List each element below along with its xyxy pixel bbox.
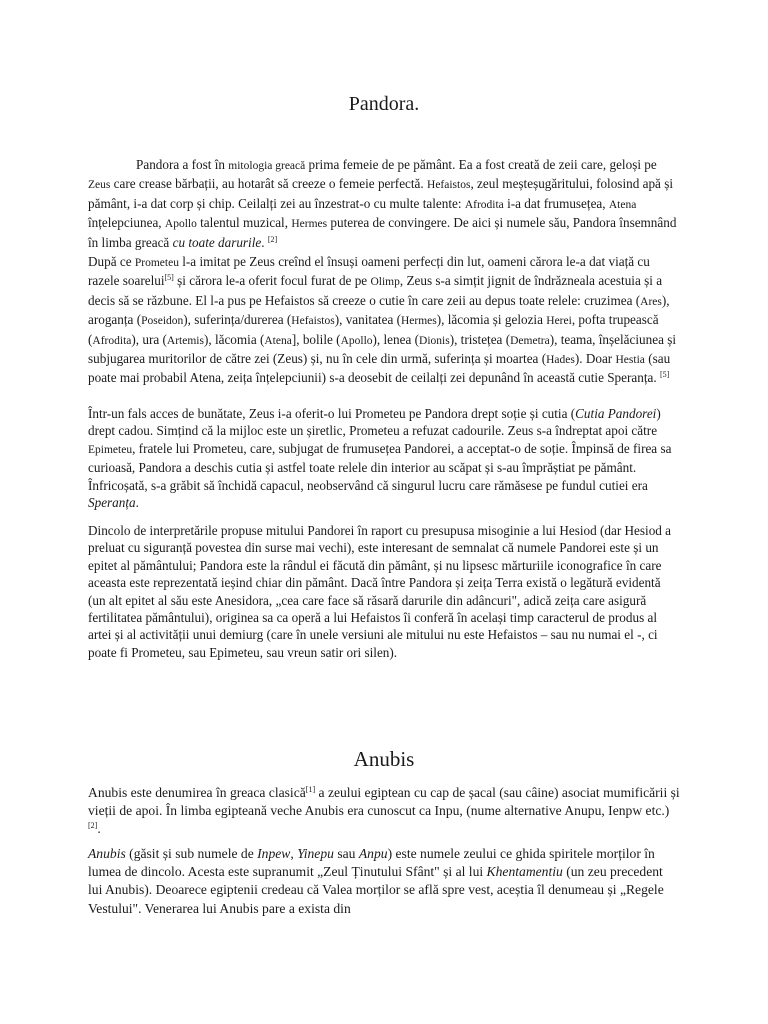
text-run: înțelepciunea,: [88, 215, 165, 231]
text-run: i-a dat frumusețea,: [503, 195, 609, 211]
text-run: ), suferința/durerea (: [183, 312, 292, 328]
text-run: Olimp: [370, 276, 400, 289]
text-run: Artemis: [166, 334, 204, 347]
text-run: Hermes: [401, 315, 437, 328]
text-run: puterea de convingere. De aici și numele său, Pandora însemnând în limba greacă: [88, 215, 677, 250]
text-run: sau: [333, 846, 359, 861]
text-run: Poseidon: [141, 315, 184, 328]
text-run: Anpu: [358, 846, 388, 861]
text-run: Epimeteu: [88, 443, 133, 456]
text-run: , fratele lui Prometeu, care, subjugat de frumusețea Pandorei, a acceptat-o de soție. Împinsă de firea sa curioasă, Pandora a deschis cutia și astfel toate relele din interior au scăpat și s-au împrăștiat pe pământ. Înfricoșată, s-a grăbit să închidă capacul, neobservând că singurul lucru care rămăsese pe fundul cutiei era: [88, 440, 672, 493]
text-run: Speranța: [88, 495, 136, 511]
text-run: Anubis: [88, 846, 126, 861]
text-run: Atena: [608, 198, 637, 211]
text-run: Afrodita: [464, 198, 504, 211]
text-run: Dincolo de interpretările propuse mitului Pandorei în raport cu presupusa misoginie a lui Hesiod (dar Hesiod a preluat cu siguranță povestea din surse mai vechi), este interesant de semnalat că numele Pandorei este și un epitet al pământului; Pandora este la rândul ei făcută din pământ, și nu lipsesc mărturiile iconografice în care aceasta este reprezentată ieșind chiar din pământ. Dacă între Pandora și zeița Terra există o legătură evidentă (un alt epitet al său este Anesidora, „cea care face să răsară darurile din adâncuri", adică zeița care asigură fertilitatea pământului), originea sa ca operă a lui Hefaistos îi conferă în același timp caracterul de produs al artei și al activității unui demiurg (care în unele versiuni ale mitului nu este Hefaistos – sau nu numai el -, ci poate fi Prometeu, sau Epimeteu, sau vreun satir ori silen).: [88, 523, 672, 660]
text-run: Hestia: [615, 354, 645, 367]
text-run: (un zeu precedent lui Anubis). Deoarece egiptenii credeau că Valea morților se află spre vest, aceștia îl denumeau și „Regele Vestului". Venerarea lui Anubis pare a exista din: [88, 864, 664, 916]
text-run: ), teama, înșelăciunea și subjugarea muritorilor de către zei (Zeus) și, nu în cele din urmă, suferința și moartea (: [88, 331, 677, 367]
pandora-paragraph-4: [88, 522, 680, 661]
text-run: ) este numele zeului ce ghida spiritele morților în lumea de dincolo. Acesta este supranumit „Zeul Ținutului Sfânt" și al lui: [88, 846, 655, 880]
text-run: .: [261, 234, 268, 250]
pandora-title: Pandora.: [348, 93, 420, 115]
text-run: Hefaistos: [427, 179, 471, 192]
text-run: Cutia Pandorei: [575, 406, 657, 421]
text-run: Herei: [546, 315, 572, 328]
pandora-paragraph-3: [88, 405, 680, 511]
text-run: (găsit și sub numele de: [125, 846, 258, 861]
text-run: ), vanitatea (: [334, 312, 401, 328]
text-run: După ce: [88, 254, 135, 269]
text-run: Khentamentiu: [486, 864, 563, 880]
text-run: .: [135, 495, 139, 511]
text-run: (sau poate mai probabil Atena, zeița înțelepciunii) s-a deosebit de ceilalți zei depunând în această cutie Speranța.: [88, 351, 671, 386]
text-run: ), lenea (: [372, 331, 420, 347]
footnote-ref: [5]: [164, 273, 174, 283]
text-run: Anubis este denumirea în greaca clasică: [88, 785, 306, 800]
text-run: ,: [290, 846, 298, 861]
text-run: Atena: [264, 334, 292, 347]
text-run: Demetra: [510, 334, 550, 347]
text-run: Ares: [640, 295, 662, 308]
text-run: talentul muzical,: [196, 215, 292, 231]
text-run: și cărora le-a oferit focul furat de pe: [173, 273, 371, 289]
footnote-ref: [1]: [305, 785, 316, 794]
text-run: .: [97, 821, 101, 837]
text-run: Pandora a fost în: [136, 157, 229, 172]
text-run: Hermes: [291, 218, 328, 231]
text-run: ), aroganța (: [88, 292, 670, 328]
text-run: , Zeus s-a simțit jignit de îndrăzneala acestuia și a decis să se răzbune. El l-a pus pe Hefaistos să creeze o cutie în care zeii au depus toate relele: cruzimea (: [88, 273, 663, 308]
text-run: Hades: [546, 354, 575, 367]
footnote-ref: [5]: [659, 370, 670, 380]
footnote-ref: [2]: [267, 234, 278, 244]
text-run: Dionis: [419, 334, 450, 347]
footnote-ref: [2]: [88, 821, 98, 831]
text-run: ). Doar: [574, 351, 616, 367]
text-run: ), ura (: [131, 331, 167, 347]
text-run: Inpew: [257, 846, 291, 861]
pandora-paragraph-1: [88, 156, 680, 251]
text-run: ) drept cadou. Simțind că la mijloc este un șiretlic, Prometeu a refuzat cadourile. Zeus s-a îndreptat apoi către: [88, 406, 661, 439]
anubis-paragraph-1: [88, 784, 680, 839]
text-run: ], bolile (: [291, 331, 341, 347]
text-run: care crease bărbații, au hotarât să creeze o femeie perfectă.: [110, 176, 428, 192]
text-run: Într-un fals acces de bunătate, Zeus i-a oferit-o lui Prometeu pe Pandora drept soție și cutia (: [88, 406, 576, 421]
text-run: l-a imitat pe Zeus creînd el însuși oameni perfecți din lut, oameni cărora le-a dat viață cu razele soarelui: [88, 254, 650, 289]
text-run: Apollo: [164, 218, 197, 231]
text-run: Yinepu: [297, 846, 334, 861]
text-run: prima femeie de pe pământ. Ea a fost creată de zeii care, geloși pe: [305, 157, 657, 172]
text-run: , zeul meșteșugăritului, folosind apă și pământ, i-a dat corp și chip. Ceilalți zei au înzestrat-o cu multe talente:: [88, 176, 673, 211]
anubis-paragraph-2: [88, 845, 680, 918]
text-run: Hefaistos: [291, 315, 335, 328]
text-run: a zeului egiptean cu cap de șacal (sau câine) asociat mumificării și vieții de apoi. În limba egipteană veche Anubis era cunoscut ca Inpu, (nume alternative Anupu, Ienpw etc.): [88, 785, 680, 819]
pandora-paragraph-2: [88, 253, 680, 387]
text-run: mitologia greacă: [228, 160, 306, 172]
text-run: Prometeu: [134, 257, 179, 269]
text-run: , pofta trupească (: [88, 312, 659, 347]
text-run: Apollo: [340, 334, 373, 347]
text-run: ), tristețea (: [449, 331, 511, 347]
text-run: cu toate darurile: [172, 234, 262, 250]
text-run: ), lăcomia și gelozia: [436, 312, 547, 328]
text-run: Zeus: [88, 179, 111, 192]
anubis-title: Anubis: [353, 747, 415, 771]
text-run: Afrodita: [92, 334, 132, 347]
text-run: ), lăcomia (: [203, 331, 265, 347]
